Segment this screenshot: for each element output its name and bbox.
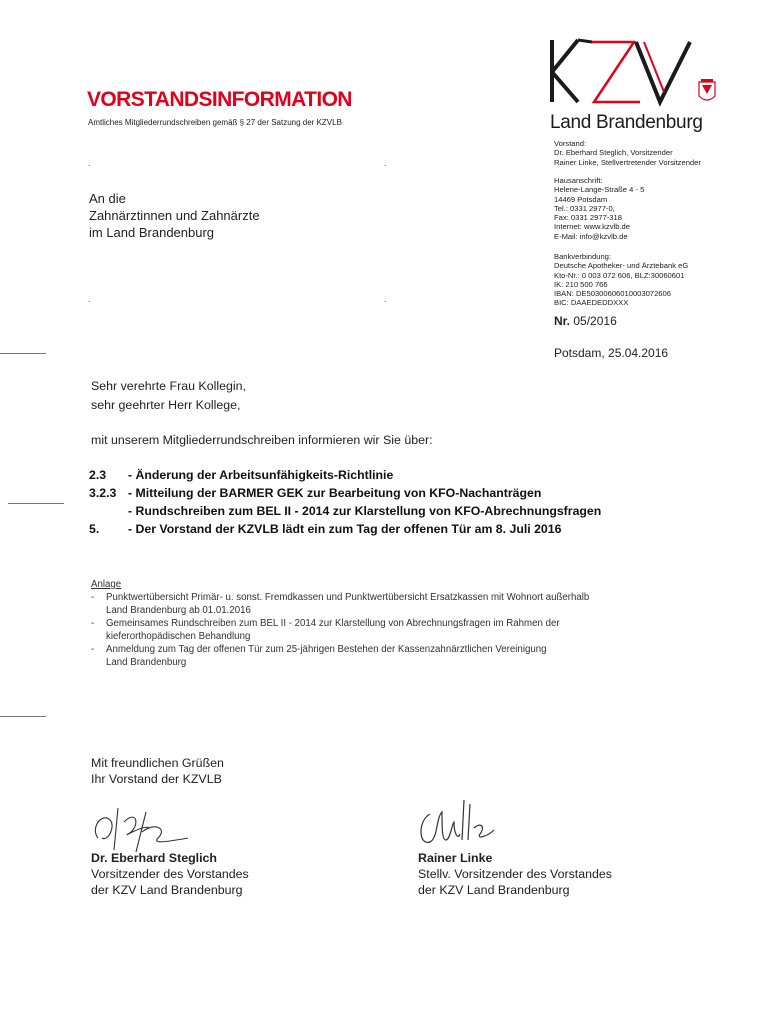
bank-line: IK: 210 500 766 (554, 279, 608, 289)
letter-date: Potsdam, 25.04.2016 (554, 346, 669, 360)
postal-address-info (554, 176, 754, 241)
recipient-line: An die (89, 191, 126, 206)
attachment-item (91, 617, 731, 643)
bank-info (554, 252, 754, 308)
topic-text: - Der Vorstand der KZVLB lädt ein zum Tag der offenen Tür am 8. Juli 2016 (128, 522, 562, 536)
circular-number (554, 314, 617, 328)
signatory-role: Stellv. Vorsitzender des Vorstandes (418, 867, 612, 881)
address-line: 14469 Potsdam (554, 194, 608, 204)
attachment-text: Anmeldung zum Tag der offenen Tür zum 25-jährigen Bestehen der Kassenzahnärztlichen Vereinigung Land Brandenburg (106, 644, 547, 668)
board-line: Vorstand: (554, 139, 587, 148)
board-line: Rainer Linke, Stellvertretender Vorsitzender (554, 157, 701, 167)
intro-text: mit unserem Mitgliederrundschreiben informieren wir Sie über: (91, 433, 433, 447)
document-title: VORSTANDSINFORMATION (87, 88, 352, 111)
closing-line: Mit freundlichen Grüßen (91, 756, 224, 770)
board-info (554, 139, 754, 167)
address-line: Tel.: 0331 2977-0, (554, 203, 615, 213)
salutation-line: Sehr verehrte Frau Kollegin, (91, 379, 246, 393)
topic-text: - Mitteilung der BARMER GEK zur Bearbeitung von KFO-Nachanträgen (128, 486, 542, 500)
attachment-dash: - (91, 592, 95, 603)
address-line: Helene-Lange-Straße 4 - 5 (554, 185, 645, 195)
address-line: E-Mail: info@kzvlb.de (554, 231, 628, 241)
topic-number: 3.2.3 (89, 486, 117, 500)
window-mark-bottom-right: . (384, 294, 387, 304)
recipient-line: im Land Brandenburg (89, 225, 215, 240)
attachment-item (91, 643, 731, 669)
topic-number: 5. (89, 522, 100, 536)
signatory-role: der KZV Land Brandenburg (418, 883, 570, 897)
attachments (91, 578, 731, 669)
fold-mark-top (0, 353, 46, 354)
document-subtitle: Amtliches Mitgliederrundschreiben gemäß § 27 der Satzung der KZVLB (88, 118, 342, 127)
topic-number (89, 502, 128, 520)
signature-steglich (88, 798, 198, 856)
topic-text: - Änderung der Arbeitsunfähigkeits-Richtlinie (128, 468, 394, 482)
topic-item (89, 484, 601, 502)
recipient-address (89, 190, 260, 241)
recipient-line: Zahnärztinnen und Zahnärzte (89, 208, 260, 223)
topic-item (89, 466, 601, 484)
salutation (91, 377, 246, 415)
fold-mark-bottom (0, 716, 46, 717)
bank-line: IBAN: DE50300606010003072606 (554, 289, 671, 299)
topic-number: 2.3 (89, 468, 107, 482)
closing (91, 755, 224, 787)
logo-caption: Land Brandenburg (550, 112, 703, 133)
attachments-heading: Anlage (91, 579, 122, 590)
bank-line: BIC: DAAEDEDDXXX (554, 298, 629, 308)
signatory-left (91, 850, 249, 898)
circular-number-value: 05/2016 (573, 314, 617, 328)
signature-linke (412, 794, 502, 854)
coat-of-arms-icon (699, 79, 715, 100)
salutation-line: sehr geehrter Herr Kollege, (91, 398, 241, 412)
window-mark-bottom-left: . (88, 294, 91, 304)
kzv-logo (548, 36, 718, 140)
topic-item (89, 520, 601, 538)
closing-line: Ihr Vorstand der KZVLB (91, 772, 222, 786)
topic-item (89, 502, 601, 520)
attachment-item (91, 591, 731, 617)
board-line: Dr. Eberhard Steglich, Vorsitzender (554, 148, 673, 158)
signatory-role: der KZV Land Brandenburg (91, 883, 243, 897)
signatory-role: Vorsitzender des Vorstandes (91, 867, 249, 881)
window-mark-top-left: . (88, 158, 91, 168)
address-line: Hausanschrift: (554, 176, 603, 185)
signatory-name: Rainer Linke (418, 851, 493, 865)
topic-text: - Rundschreiben zum BEL II - 2014 zur Klarstellung von KFO-Abrechnungsfragen (128, 504, 602, 518)
signatory-right (418, 850, 612, 898)
attachment-text: Punktwertübersicht Primär- u. sonst. Fremdkassen und Punktwertübersicht Ersatzkassen mit Wohnort außerhalb Land Brandenburg ab 01.01.2016 (106, 592, 590, 616)
bank-line: Bankverbindung: (554, 252, 611, 261)
topic-list (89, 466, 601, 538)
window-mark-top-right: . (384, 158, 387, 168)
circular-number-label: Nr. (554, 314, 571, 328)
punch-mark (8, 503, 64, 504)
attachment-dash: - (91, 618, 95, 629)
bank-line: Deutsche Apotheker- und Ärztebank eG (554, 261, 689, 271)
bank-line: Kto-Nr.: 0 003 072 606, BLZ:30060601 (554, 270, 685, 280)
attachment-text: Gemeinsames Rundschreiben zum BEL II - 2014 zur Klarstellung von Abrechnungsfragen im Rahmen der kieferorthopädischen Behandlung (106, 618, 560, 642)
attachment-dash: - (91, 644, 95, 655)
address-line: Internet: www.kzvlb.de (554, 222, 630, 232)
address-line: Fax: 0331 2977-318 (554, 213, 622, 223)
signatory-name: Dr. Eberhard Steglich (91, 851, 218, 865)
